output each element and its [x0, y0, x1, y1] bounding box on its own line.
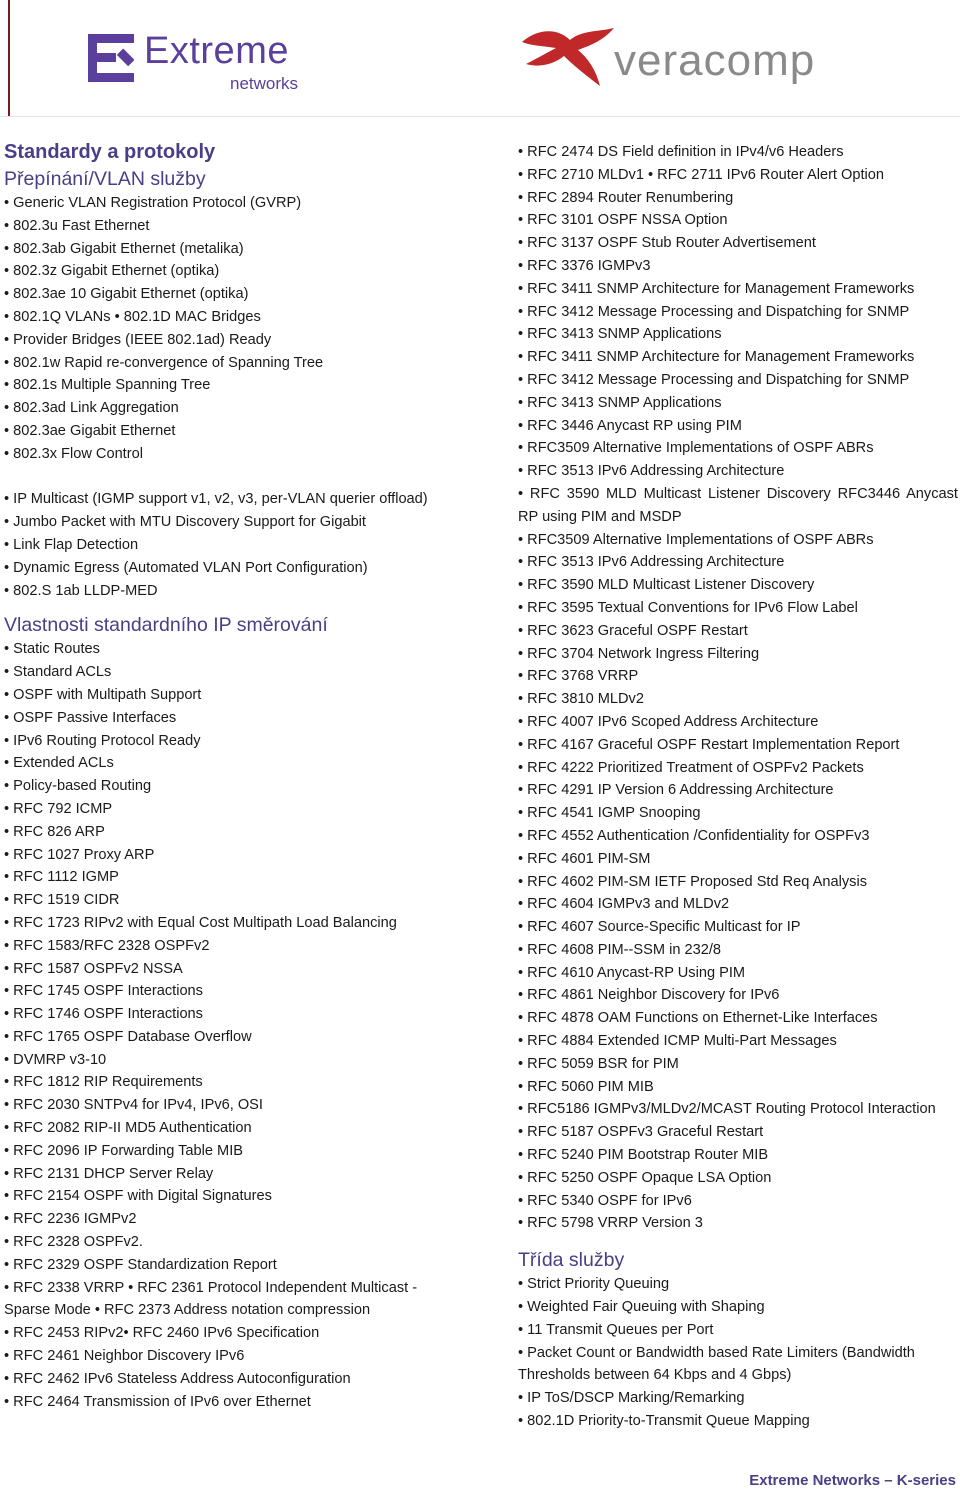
- list-item: • IP Multicast (IGMP support v1, v2, v3, per-VLAN querier offload): [4, 488, 454, 511]
- section-heading-switching: Přepínání/VLAN služby: [4, 168, 206, 190]
- list-item: • Link Flap Detection: [4, 534, 454, 557]
- page-title: Standardy a protokoly: [4, 141, 216, 163]
- list-item: • RFC 4007 IPv6 Scoped Address Architecture: [518, 711, 958, 734]
- list-item: • Standard ACLs: [4, 661, 454, 684]
- list-item: • Weighted Fair Queuing with Shaping: [518, 1296, 958, 1319]
- qos-list: [518, 1273, 958, 1433]
- list-item: • RFC 4604 IGMPv3 and MLDv2: [518, 893, 958, 916]
- list-item: • 802.3ad Link Aggregation: [4, 397, 454, 420]
- list-item: • RFC 3137 OSPF Stub Router Advertisement: [518, 232, 958, 255]
- list-item: • RFC 3623 Graceful OSPF Restart: [518, 620, 958, 643]
- list-item: • RFC 3513 IPv6 Addressing Architecture: [518, 460, 958, 483]
- list-item: • Extended ACLs: [4, 752, 454, 775]
- list-spacer: [4, 466, 454, 489]
- list-item: • RFC 4167 Graceful OSPF Restart Implementation Report: [518, 734, 958, 757]
- list-item: • DVMRP v3-10: [4, 1049, 454, 1072]
- list-item: • OSPF Passive Interfaces: [4, 707, 454, 730]
- list-item: • RFC 4552 Authentication /Confidentiality for OSPFv3: [518, 825, 958, 848]
- list-item: • RFC 2328 OSPFv2.: [4, 1231, 454, 1254]
- list-item: • RFC 4291 IP Version 6 Addressing Architecture: [518, 779, 958, 802]
- list-item: • RFC 2236 IGMPv2: [4, 1208, 454, 1231]
- list-item: • RFC 1027 Proxy ARP: [4, 844, 454, 867]
- list-item: • Dynamic Egress (Automated VLAN Port Configuration): [4, 557, 454, 580]
- list-item: • RFC 1746 OSPF Interactions: [4, 1003, 454, 1026]
- list-item: • RFC5186 IGMPv3/MLDv2/MCAST Routing Protocol Interaction: [518, 1098, 958, 1121]
- list-item: • RFC 1583/RFC 2328 OSPFv2: [4, 935, 454, 958]
- list-item: • RFC 2894 Router Renumbering: [518, 187, 958, 210]
- list-item: • RFC 4608 PIM--SSM in 232/8: [518, 939, 958, 962]
- right-column: [518, 141, 958, 1433]
- list-item: • RFC 2464 Transmission of IPv6 over Ethernet: [4, 1391, 454, 1414]
- list-item: • RFC 2474 DS Field definition in IPv4/v6 Headers: [518, 141, 958, 164]
- list-item: • 802.1w Rapid re-convergence of Spanning Tree: [4, 352, 454, 375]
- list-item: • RFC 5798 VRRP Version 3: [518, 1212, 958, 1235]
- list-item: • 802.3ae Gigabit Ethernet: [4, 420, 454, 443]
- left-column: [4, 138, 454, 1413]
- list-item: • RFC 3595 Textual Conventions for IPv6 Flow Label: [518, 597, 958, 620]
- list-item: • RFC 2710 MLDv1 • RFC 2711 IPv6 Router Alert Option: [518, 164, 958, 187]
- list-item: • RFC 3376 IGMPv3: [518, 255, 958, 278]
- list-item: • IP ToS/DSCP Marking/Remarking: [518, 1387, 958, 1410]
- header-divider: [0, 116, 960, 117]
- extreme-e-mark-icon: [88, 34, 134, 82]
- list-item: • IPv6 Routing Protocol Ready: [4, 730, 454, 753]
- section-heading-qos: Třída služby: [518, 1249, 625, 1272]
- list-item: • RFC 3412 Message Processing and Dispatching for SNMP: [518, 301, 958, 324]
- list-item: • RFC 4541 IGMP Snooping: [518, 802, 958, 825]
- list-item: • RFC 4601 PIM-SM: [518, 848, 958, 871]
- list-item: • Generic VLAN Registration Protocol (GVRP): [4, 192, 454, 215]
- list-item: • RFC 3411 SNMP Architecture for Management Frameworks: [518, 346, 958, 369]
- list-item: • RFC 4607 Source-Specific Multicast for IP: [518, 916, 958, 939]
- list-item: • RFC 3413 SNMP Applications: [518, 323, 958, 346]
- list-item: • RFC 3412 Message Processing and Dispatching for SNMP: [518, 369, 958, 392]
- list-item: • Policy-based Routing: [4, 775, 454, 798]
- list-item: • RFC 3768 VRRP: [518, 665, 958, 688]
- list-item: • 802.S 1ab LLDP-MED: [4, 580, 454, 603]
- list-item: • 802.1s Multiple Spanning Tree: [4, 374, 454, 397]
- list-item: • RFC 4222 Prioritized Treatment of OSPFv2 Packets: [518, 757, 958, 780]
- list-item: • RFC 5240 PIM Bootstrap Router MIB: [518, 1144, 958, 1167]
- list-item: • RFC3509 Alternative Implementations of OSPF ABRs: [518, 529, 958, 552]
- list-item: • 802.3x Flow Control: [4, 443, 454, 466]
- veracomp-logo: [518, 24, 848, 94]
- switching-list-2: [4, 488, 454, 602]
- switching-list: [4, 192, 454, 466]
- list-item: • RFC 4884 Extended ICMP Multi-Part Messages: [518, 1030, 958, 1053]
- list-item: • RFC 826 ARP: [4, 821, 454, 844]
- list-item: • RFC 1812 RIP Requirements: [4, 1071, 454, 1094]
- list-item: • RFC 2462 IPv6 Stateless Address Autoconfiguration: [4, 1368, 454, 1391]
- list-item: • OSPF with Multipath Support: [4, 684, 454, 707]
- veracomp-logo-wordmark: veracomp: [614, 36, 816, 85]
- header-accent-line: [8, 0, 10, 116]
- list-item: • RFC 3513 IPv6 Addressing Architecture: [518, 551, 958, 574]
- list-item: • RFC 3810 MLDv2: [518, 688, 958, 711]
- page-header: [0, 0, 960, 118]
- list-item: • RFC 5060 PIM MIB: [518, 1076, 958, 1099]
- list-item: • 802.3u Fast Ethernet: [4, 215, 454, 238]
- list-item: • Packet Count or Bandwidth based Rate Limiters (Bandwidth Thresholds between 64 Kbps and 4 Gbps): [518, 1342, 958, 1388]
- list-item: • RFC 2082 RIP-II MD5 Authentication: [4, 1117, 454, 1140]
- list-item: • RFC 5187 OSPFv3 Graceful Restart: [518, 1121, 958, 1144]
- list-item: • RFC 3590 MLD Multicast Listener Discovery RFC3446 Anycast RP using PIM and MSDP: [518, 483, 958, 529]
- list-item: • RFC 2154 OSPF with Digital Signatures: [4, 1185, 454, 1208]
- list-item: • RFC 1723 RIPv2 with Equal Cost Multipath Load Balancing: [4, 912, 454, 935]
- list-item: • RFC 2329 OSPF Standardization Report: [4, 1254, 454, 1277]
- list-item: • RFC 792 ICMP: [4, 798, 454, 821]
- list-item: • RFC 4602 PIM-SM IETF Proposed Std Req Analysis: [518, 871, 958, 894]
- section-heading-ip-routing: Vlastnosti standardního IP směrování: [4, 614, 328, 637]
- list-item: • RFC 2338 VRRP • RFC 2361 Protocol Independent Multicast - Sparse Mode • RFC 2373 Address notation compression: [4, 1277, 454, 1323]
- page-footer: Extreme Networks – K-series: [749, 1472, 956, 1489]
- extreme-networks-logo: [88, 30, 328, 94]
- list-item: • RFC 1765 OSPF Database Overflow: [4, 1026, 454, 1049]
- list-item: • RFC 5059 BSR for PIM: [518, 1053, 958, 1076]
- list-item: • RFC 2453 RIPv2• RFC 2460 IPv6 Specification: [4, 1322, 454, 1345]
- list-item: • 802.1D Priority-to-Transmit Queue Mapping: [518, 1410, 958, 1433]
- list-item: • Static Routes: [4, 638, 454, 661]
- list-item: • RFC 1519 CIDR: [4, 889, 454, 912]
- ip-routing-list: [4, 638, 454, 1413]
- extreme-logo-subtitle: networks: [230, 74, 299, 93]
- list-item: • Strict Priority Queuing: [518, 1273, 958, 1296]
- list-item: • RFC 3446 Anycast RP using PIM: [518, 415, 958, 438]
- list-item: • RFC 1112 IGMP: [4, 866, 454, 889]
- list-item: • RFC 5340 OSPF for IPv6: [518, 1190, 958, 1213]
- list-item: • RFC 3413 SNMP Applications: [518, 392, 958, 415]
- extreme-logo-wordmark: Extreme: [144, 30, 289, 72]
- list-item: • RFC 4610 Anycast-RP Using PIM: [518, 962, 958, 985]
- list-item: • RFC 2030 SNTPv4 for IPv4, IPv6, OSI: [4, 1094, 454, 1117]
- list-item: • RFC 3704 Network Ingress Filtering: [518, 643, 958, 666]
- list-item: • RFC 4861 Neighbor Discovery for IPv6: [518, 984, 958, 1007]
- list-item: • RFC 5250 OSPF Opaque LSA Option: [518, 1167, 958, 1190]
- list-item: • RFC 3101 OSPF NSSA Option: [518, 209, 958, 232]
- veracomp-bird-mark-icon: [518, 24, 618, 94]
- list-item: • RFC 1745 OSPF Interactions: [4, 980, 454, 1003]
- list-item: • RFC3509 Alternative Implementations of OSPF ABRs: [518, 437, 958, 460]
- list-item: • 11 Transmit Queues per Port: [518, 1319, 958, 1342]
- list-item: • RFC 2461 Neighbor Discovery IPv6: [4, 1345, 454, 1368]
- list-item: • RFC 2096 IP Forwarding Table MIB: [4, 1140, 454, 1163]
- list-item: • RFC 3590 MLD Multicast Listener Discovery: [518, 574, 958, 597]
- list-item: • RFC 1587 OSPFv2 NSSA: [4, 958, 454, 981]
- list-item: • RFC 2131 DHCP Server Relay: [4, 1163, 454, 1186]
- list-item: • RFC 3411 SNMP Architecture for Management Frameworks: [518, 278, 958, 301]
- list-item: • 802.3ae 10 Gigabit Ethernet (optika): [4, 283, 454, 306]
- list-item: • Jumbo Packet with MTU Discovery Support for Gigabit: [4, 511, 454, 534]
- list-item: • 802.3z Gigabit Ethernet (optika): [4, 260, 454, 283]
- list-item: • 802.3ab Gigabit Ethernet (metalika): [4, 238, 454, 261]
- list-item: • RFC 4878 OAM Functions on Ethernet-Like Interfaces: [518, 1007, 958, 1030]
- list-item: • Provider Bridges (IEEE 802.1ad) Ready: [4, 329, 454, 352]
- list-item: • 802.1Q VLANs • 802.1D MAC Bridges: [4, 306, 454, 329]
- rfc-list: [518, 141, 958, 1235]
